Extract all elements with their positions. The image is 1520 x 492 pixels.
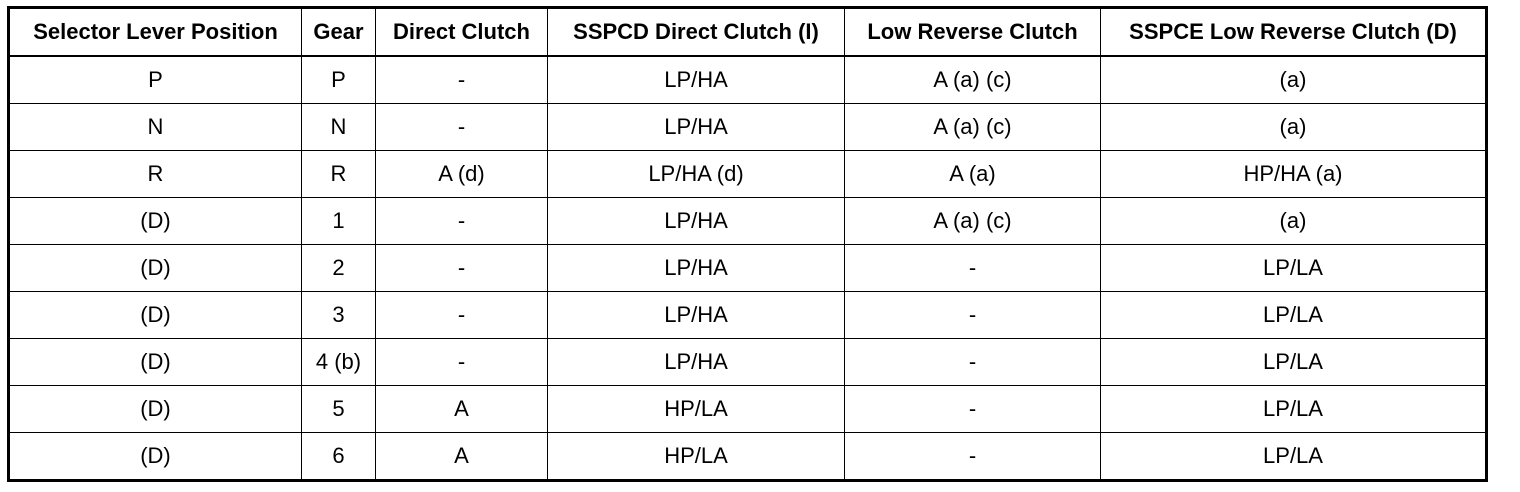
table-cell: LP/HA (d)	[548, 151, 845, 198]
header-row	[9, 8, 1487, 57]
table-cell: R	[9, 151, 302, 198]
header-selector-lever-position: Selector Lever Position	[9, 8, 302, 57]
table-row	[9, 198, 1487, 245]
table-cell: LP/HA	[548, 56, 845, 104]
table-row	[9, 292, 1487, 339]
table-row	[9, 339, 1487, 386]
table-cell: P	[9, 56, 302, 104]
table-cell: -	[376, 245, 548, 292]
table-cell: HP/LA	[548, 386, 845, 433]
table-cell: 1	[302, 198, 376, 245]
table-cell: LP/LA	[1101, 292, 1487, 339]
table-cell: HP/LA	[548, 433, 845, 481]
table-cell: (D)	[9, 433, 302, 481]
table-cell: 4 (b)	[302, 339, 376, 386]
table-cell: R	[302, 151, 376, 198]
table-cell: (D)	[9, 339, 302, 386]
table-cell: -	[845, 339, 1101, 386]
table-cell: A (a) (c)	[845, 56, 1101, 104]
table-cell: HP/HA (a)	[1101, 151, 1487, 198]
table-cell: A (a) (c)	[845, 104, 1101, 151]
table-row	[9, 104, 1487, 151]
table-cell: -	[376, 339, 548, 386]
table-cell: LP/HA	[548, 198, 845, 245]
table-cell: P	[302, 56, 376, 104]
header-low-reverse-clutch: Low Reverse Clutch	[845, 8, 1101, 57]
table-cell: LP/HA	[548, 339, 845, 386]
header-sspcd-direct-clutch: SSPCD Direct Clutch (I)	[548, 8, 845, 57]
table-cell: -	[376, 56, 548, 104]
table-cell: A (a)	[845, 151, 1101, 198]
table-cell: 6	[302, 433, 376, 481]
table-cell: (a)	[1101, 104, 1487, 151]
table-cell: LP/LA	[1101, 433, 1487, 481]
table-row	[9, 386, 1487, 433]
header-sspce-low-reverse-clutch: SSPCE Low Reverse Clutch (D)	[1101, 8, 1487, 57]
table-cell: LP/LA	[1101, 386, 1487, 433]
table-cell: -	[376, 104, 548, 151]
table-cell: 2	[302, 245, 376, 292]
table-cell: -	[376, 198, 548, 245]
table-row	[9, 245, 1487, 292]
table-cell: -	[376, 292, 548, 339]
table-cell: N	[302, 104, 376, 151]
table-cell: A (a) (c)	[845, 198, 1101, 245]
table-cell: LP/HA	[548, 292, 845, 339]
table-cell: LP/LA	[1101, 245, 1487, 292]
header-gear: Gear	[302, 8, 376, 57]
table-cell: LP/HA	[548, 104, 845, 151]
table-cell: (D)	[9, 292, 302, 339]
table-row	[9, 151, 1487, 198]
table-cell: (a)	[1101, 56, 1487, 104]
clutch-table-container	[7, 6, 1488, 482]
clutch-application-table	[7, 6, 1488, 482]
table-cell: 3	[302, 292, 376, 339]
table-cell: (a)	[1101, 198, 1487, 245]
header-direct-clutch: Direct Clutch	[376, 8, 548, 57]
table-cell: A	[376, 386, 548, 433]
table-cell: N	[9, 104, 302, 151]
table-cell: 5	[302, 386, 376, 433]
table-cell: LP/HA	[548, 245, 845, 292]
table-cell: -	[845, 433, 1101, 481]
table-cell: (D)	[9, 245, 302, 292]
table-cell: -	[845, 386, 1101, 433]
table-row	[9, 56, 1487, 104]
table-cell: (D)	[9, 386, 302, 433]
table-row	[9, 433, 1487, 481]
table-cell: -	[845, 245, 1101, 292]
table-cell: -	[845, 292, 1101, 339]
table-cell: LP/LA	[1101, 339, 1487, 386]
table-cell: A (d)	[376, 151, 548, 198]
table-cell: (D)	[9, 198, 302, 245]
table-cell: A	[376, 433, 548, 481]
